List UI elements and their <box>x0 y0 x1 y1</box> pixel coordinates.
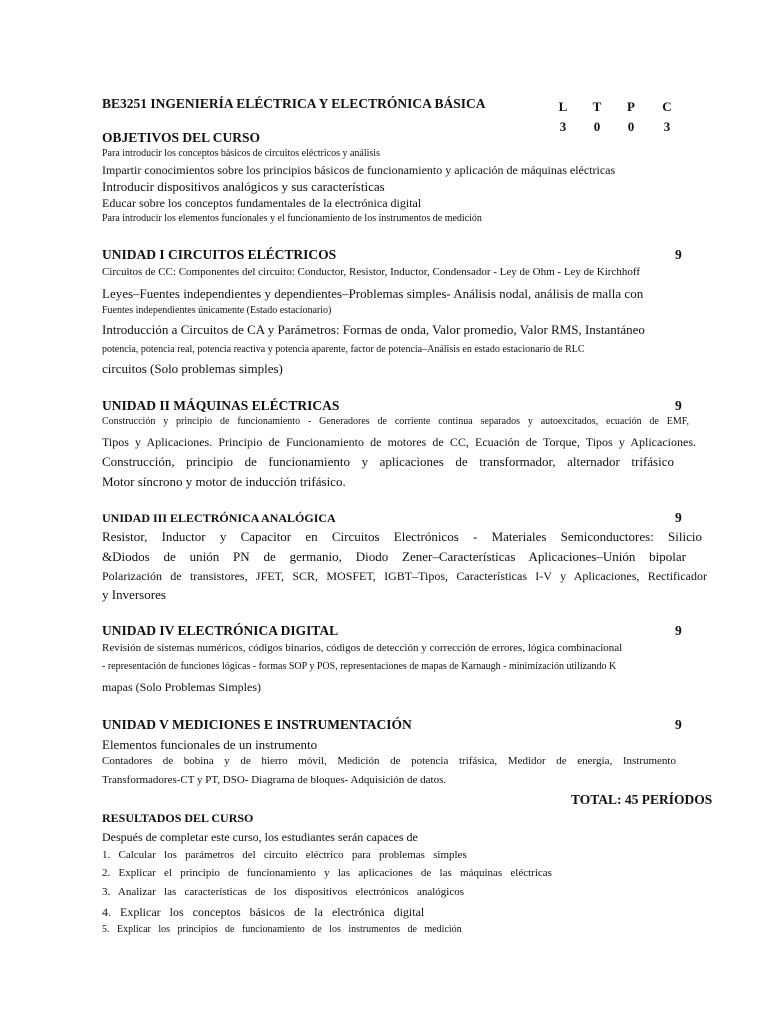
unit-4-hours: 9 <box>675 623 682 638</box>
outcome-item: 3. Analizar las características de los dispositivos electrónicos analógicos <box>102 886 464 898</box>
unit-3-line: Polarización de transistores, JFET, SCR, MOSFET, IGBT–Tipos, Características I-V y Aplicaciones, Rectificador <box>102 569 707 583</box>
unit-1-line: Circuitos de CC: Componentes del circuito: Conductor, Resistor, Inductor, Condensador - Ley de Ohm - Ley de Kirchhoff <box>102 266 640 278</box>
course-title: BE3251 INGENIERÍA ELÉCTRICA Y ELECTRÓNICA BÁSICA <box>102 96 486 111</box>
unit-4-title: UNIDAD IV ELECTRÓNICA DIGITAL <box>102 623 339 638</box>
ltpc-value-c: 3 <box>663 119 671 134</box>
objective-item: Para introducir los elementos funcionales y el funcionamiento de los instrumentos de medición <box>102 213 482 224</box>
unit-1-line: potencia, potencia real, potencia reactiva y potencia aparente, factor de potencia–Análisis en estado estacionario de RLC <box>102 344 585 355</box>
unit-2-title: UNIDAD II MÁQUINAS ELÉCTRICAS <box>102 398 340 413</box>
outcome-item: 4. Explicar los conceptos básicos de la electrónica digital <box>102 905 425 919</box>
outcomes-intro: Después de completar este curso, los estudiantes serán capaces de <box>102 830 418 844</box>
unit-3-line: y Inversores <box>102 587 166 602</box>
ltpc-header-p: P <box>627 99 635 114</box>
outcome-item: 2. Explicar el principio de funcionamiento y las aplicaciones de las máquinas eléctricas <box>102 867 552 879</box>
unit-4-line: - representación de funciones lógicas - formas SOP y POS, representaciones de mapas de Karnaugh - minimización utilizando K <box>102 661 617 672</box>
ltpc-header-t: T <box>592 99 602 114</box>
unit-5-line: Contadores de bobina y de hierro móvil, Medición de potencia trifásica, Medidor de energía, Instrumento <box>102 755 676 767</box>
unit-3-line: &Diodos de unión PN de germanio, Diodo Zener–Características Aplicaciones–Unión bipolar <box>102 549 686 564</box>
unit-5-line: Elementos funcionales de un instrumento <box>102 737 318 752</box>
unit-4-line: Revisión de sistemas numéricos, códigos binarios, códigos de detección y corrección de errores, lógica combinacional <box>102 642 623 654</box>
ltpc-header-c: C <box>662 99 672 114</box>
unit-5-hours: 9 <box>675 717 682 732</box>
unit-3-title: UNIDAD III ELECTRÓNICA ANALÓGICA <box>102 511 336 525</box>
unit-2-line: Tipos y Aplicaciones. Principio de Funcionamiento de motores de CC, Ecuación de Torque, Tipos y Aplicaciones. <box>102 435 696 449</box>
unit-1-hours: 9 <box>675 247 682 262</box>
ltpc-value-l: 3 <box>559 119 567 134</box>
unit-2-hours: 9 <box>675 398 682 413</box>
objective-item: Para introducir los conceptos básicos de circuitos eléctricos y análisis <box>102 148 380 159</box>
unit-1-line: circuitos (Solo problemas simples) <box>102 361 283 376</box>
ltpc-value-t: 0 <box>593 119 601 134</box>
unit-3-hours: 9 <box>675 510 682 525</box>
unit-2-line: Construcción, principio de funcionamiento y aplicaciones de transformador, alternador trifásico <box>102 454 674 469</box>
unit-1-line: Introducción a Circuitos de CA y Parámetros: Formas de onda, Valor promedio, Valor RMS, Instantáneo <box>102 322 645 337</box>
objectives-heading: OBJETIVOS DEL CURSO <box>102 130 261 145</box>
ltpc-header-l: L <box>558 99 568 114</box>
outcome-item: 5. Explicar los principios de funcionamiento de los instrumentos de medición <box>102 924 462 935</box>
unit-1-title: UNIDAD I CIRCUITOS ELÉCTRICOS <box>102 247 337 262</box>
unit-3-line: Resistor, Inductor y Capacitor en Circuitos Electrónicos - Materiales Semiconductores: Silicio <box>102 529 702 544</box>
unit-5-title: UNIDAD V MEDICIONES E INSTRUMENTACIÓN <box>102 717 412 732</box>
objective-item: Educar sobre los conceptos fundamentales de la electrónica digital <box>102 196 422 210</box>
outcome-item: 1. Calcular los parámetros del circuito eléctrico para problemas simples <box>102 849 467 861</box>
outcomes-heading: RESULTADOS DEL CURSO <box>102 811 254 825</box>
unit-1-line: Leyes–Fuentes independientes y dependientes–Problemas simples- Análisis nodal, análisis de malla con <box>102 286 644 301</box>
unit-5-line: Transformadores-CT y PT, DSO- Diagrama de bloques- Adquisición de datos. <box>102 774 447 786</box>
unit-2-line: Motor síncrono y motor de inducción trifásico. <box>102 474 346 489</box>
unit-4-line: mapas (Solo Problemas Simples) <box>102 680 261 694</box>
ltpc-value-p: 0 <box>627 119 635 134</box>
total-periods: TOTAL: 45 PERÍODOS <box>571 792 713 807</box>
unit-2-line: Construcción y principio de funcionamiento - Generadores de corriente continua separados y autoexcitados, ecuación de EMF, <box>102 416 689 427</box>
objective-item: Impartir conocimientos sobre los principios básicos de funcionamiento y aplicación de máquinas eléctricas <box>102 163 616 177</box>
objective-item: Introducir dispositivos analógicos y sus características <box>102 179 385 194</box>
unit-1-line: Fuentes independientes únicamente (Estado estacionario) <box>102 305 332 316</box>
